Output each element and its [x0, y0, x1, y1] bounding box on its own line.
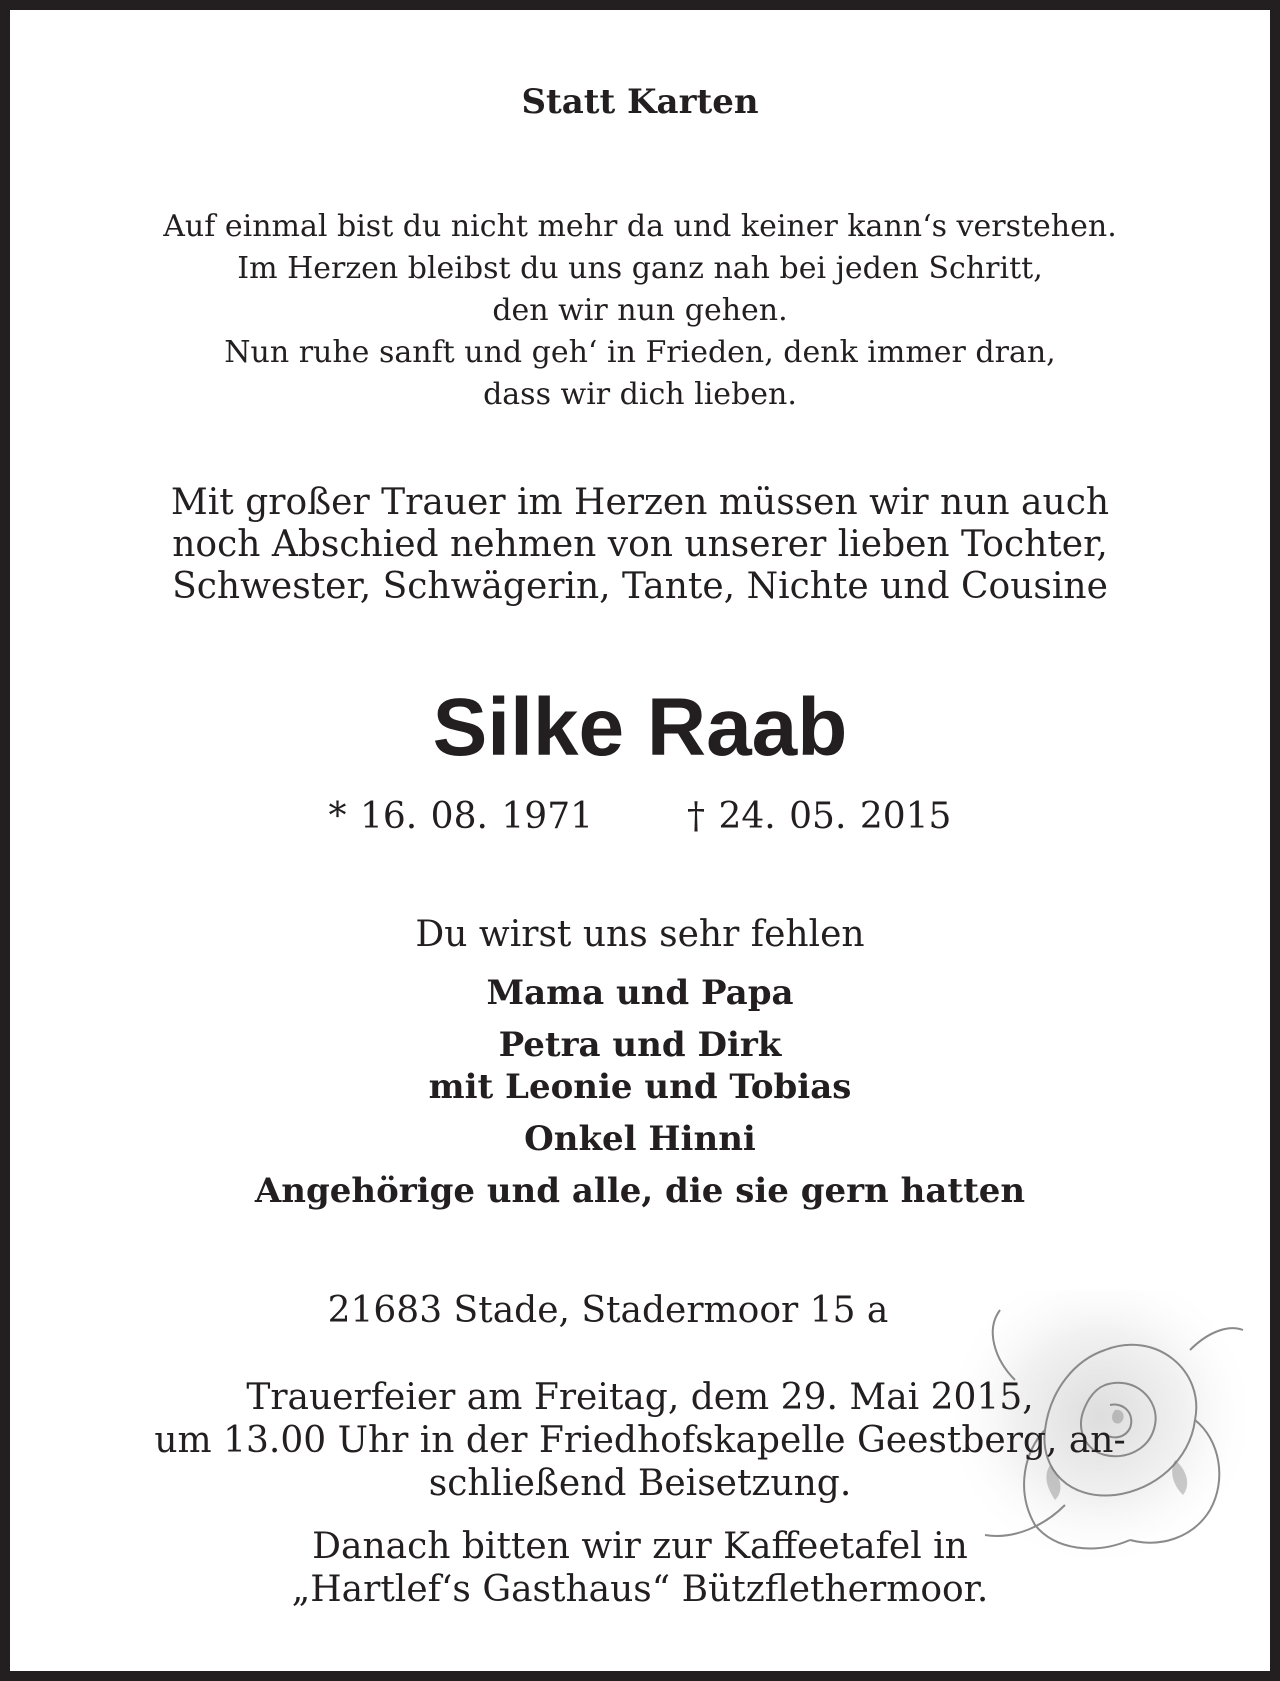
intro-line: Schwester, Schwägerin, Tante, Nichte und Cousine: [172, 566, 1108, 607]
coffee-line: Danach bitten wir zur Kaffeetafel in: [312, 1526, 968, 1567]
mourners-list: [10, 972, 1270, 1212]
funeral-details: [10, 1376, 1270, 1505]
poem-line: Im Herzen bleibst du uns ganz nah bei jeden Schritt,: [237, 251, 1043, 286]
poem: [10, 206, 1270, 416]
mourner-uncle: Onkel Hinni: [524, 1119, 756, 1159]
mourner-sibling: Petra und Dirk: [498, 1025, 782, 1065]
poem-line: dass wir dich lieben.: [483, 377, 797, 412]
mourner-sibling-group: [10, 1024, 1270, 1108]
missed-line: Du wirst uns sehr fehlen: [415, 914, 865, 955]
coffee-invitation: [10, 1525, 1270, 1611]
intro-line: Mit großer Trauer im Herzen müssen wir nun auch: [170, 482, 1110, 523]
address-text: 21683 Stade, Stadermoor 15 a: [327, 1290, 889, 1331]
poem-line: Nun ruhe sanft und geh‘ in Frieden, denk immer dran,: [224, 335, 1056, 370]
intro-line: noch Abschied nehmen von unserer lieben Tochter,: [172, 524, 1108, 565]
funeral-line: schließend Beisetzung.: [428, 1463, 852, 1504]
mourner-others: Angehörige und alle, die sie gern hatten: [254, 1171, 1026, 1211]
deceased-name: Silke Raab: [432, 682, 848, 773]
life-dates: [10, 795, 1270, 839]
mourner-sibling-children: mit Leonie und Tobias: [428, 1067, 852, 1107]
funeral-line: um 13.00 Uhr in der Friedhofskapelle Geestberg, an-: [154, 1420, 1126, 1461]
mourner-parents: Mama und Papa: [486, 973, 794, 1013]
intro-text: [10, 482, 1270, 608]
poem-line: den wir nun gehen.: [492, 293, 788, 328]
heading: Statt Karten: [521, 82, 759, 122]
funeral-line: Trauerfeier am Freitag, dem 29. Mai 2015,: [246, 1377, 1034, 1418]
birth-date: * 16. 08. 1971: [328, 796, 593, 837]
coffee-line: „Hartlef‘s Gasthaus“ Bützflethermoor.: [291, 1569, 989, 1610]
death-date: † 24. 05. 2015: [687, 796, 952, 837]
poem-line: Auf einmal bist du nicht mehr da und keiner kann‘s verstehen.: [163, 209, 1117, 244]
